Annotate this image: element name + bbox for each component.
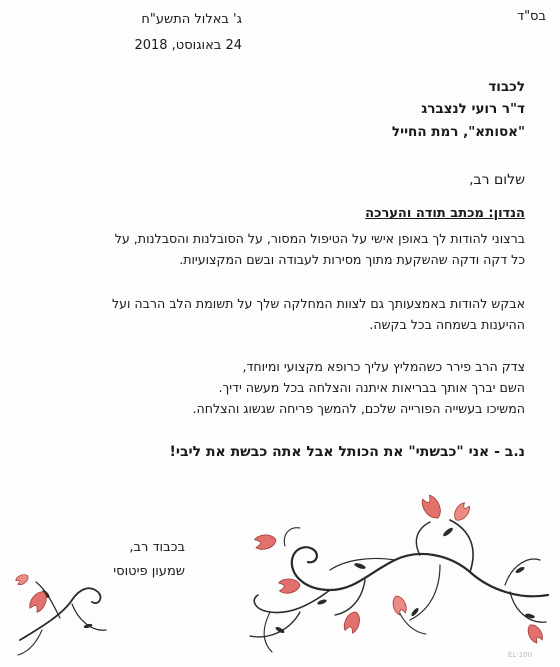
paragraph-1-line-2: כל דקה ודקה שהשקעת מתוך מסירות לעבודה ובשם המקצועיות. [179,252,525,267]
closing-line: בכבוד רב, [129,540,185,555]
recipient-line-2: ד"ר רועי לנצברג [421,101,525,117]
gregorian-date: 24 באוגוסט, 2018 [134,38,242,53]
paragraph-2-line-2: ההיענות בשמחה בכל בקשה. [369,317,525,332]
postscript: נ.ב - אני "כבשתי" את הכותל אבל אתה כבשת את ליבי! [169,444,525,460]
signature-name: שמעון פיטוסי [113,564,185,579]
hebrew-date: ג' באלול התשע"ח [141,12,242,27]
bsd-header: בס"ד [516,9,546,24]
vine-stems [18,520,548,655]
footer-mark: EL-100 [508,651,533,659]
paragraph-2-line-1: אבקש להודות באמצעותך גם לצוות המחלקה שלך על תשומת הלב הרבה ועל [111,296,525,311]
recipient-line-3: "אסותא", רמת החייל [391,124,525,140]
paragraph-3-line-2: השם יברך אותך בבריאות איתנה והצלחה בכל מעשה ידיך. [218,380,525,395]
greeting: שלום רב, [469,172,525,188]
subject-line: הנדון: מכתב תודה והערכה [365,206,525,221]
paragraph-3-line-3: המשיכו בעשייה הפורייה שלכם, להמשך פריחה שגשוג והצלחה. [192,401,525,416]
paragraph-3-line-1: צדק הרב פירר כשהמליץ עליך כרופא מקצועי ומיוחד, [242,359,525,374]
recipient-line-1: לכבוד [488,79,525,95]
paragraph-1-line-1: ברצוני להודות לך באופן אישי על הטיפול המסור, על הסובלנות והסבלנות, על [114,231,525,246]
